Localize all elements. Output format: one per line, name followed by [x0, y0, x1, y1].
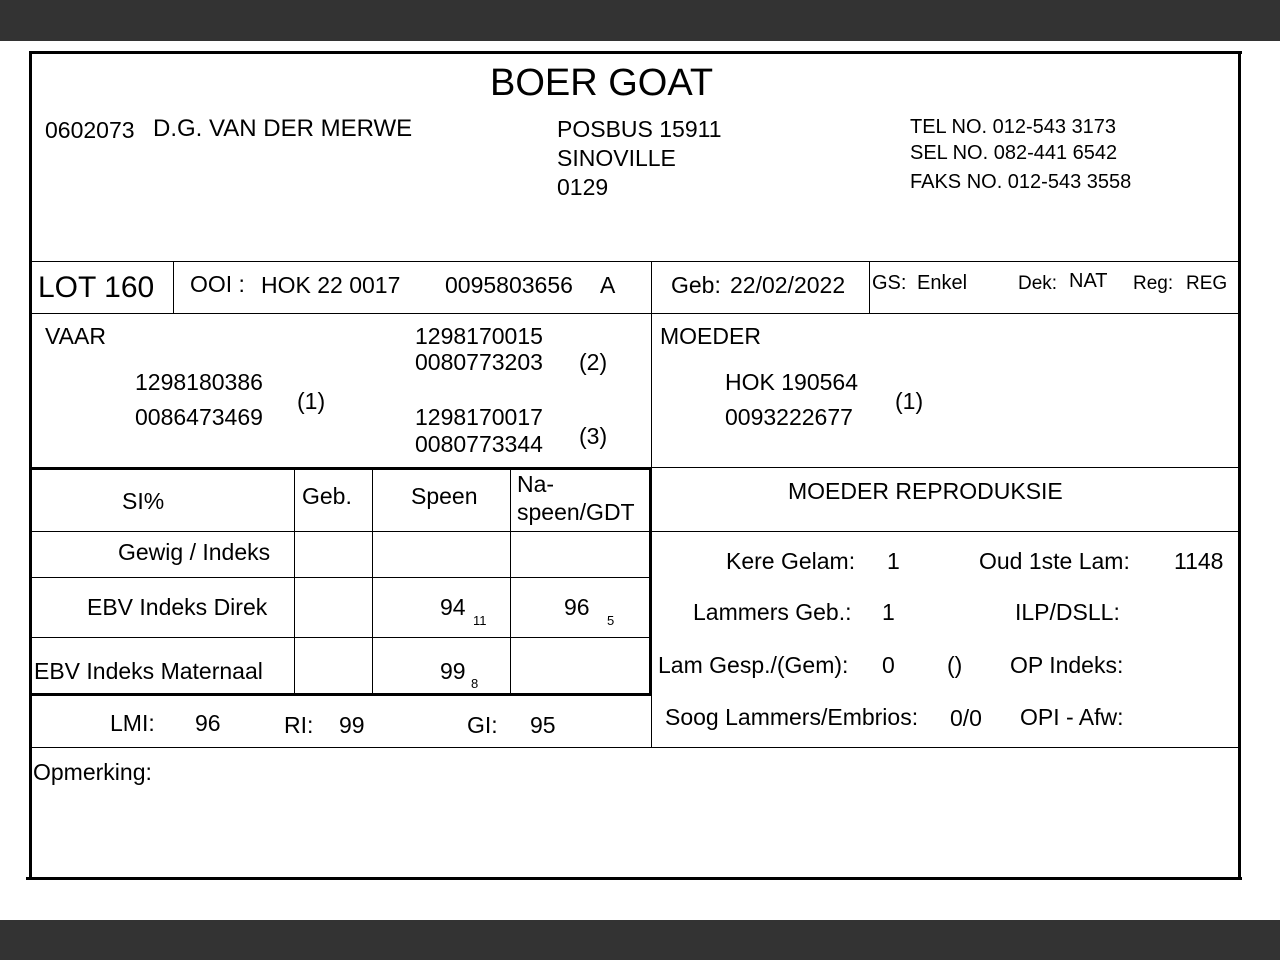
row-gewig-indeks-label: Gewig / Indeks [118, 539, 271, 565]
moeder-label: MOEDER [660, 323, 761, 349]
owner-sel: SEL NO. 082-441 6542 [910, 142, 1118, 164]
lam-gesp-value: 0 [882, 652, 895, 678]
vaar-marker: (1) [297, 388, 326, 414]
geb-value: 22/02/2022 [730, 272, 846, 298]
ooi-grade: A [600, 272, 616, 298]
ooi-value: HOK 22 0017 [261, 272, 401, 298]
ooi-id-number: 0095803656 [445, 272, 573, 298]
soog-lammers-label: Soog Lammers/Embrios: [665, 704, 919, 730]
speen-header: Speen [411, 483, 478, 509]
vaar-dam-id-1: 1298170017 [415, 404, 543, 430]
row-ebv-maternaal-label: EBV Indeks Maternaal [34, 658, 263, 684]
reg-value: REG [1186, 273, 1228, 294]
opmerking-label: Opmerking: [33, 759, 152, 785]
bottom-bar [0, 920, 1280, 960]
oud-1ste-lam-value: 1148 [1174, 548, 1224, 574]
lmi-label: LMI: [110, 710, 155, 736]
gi-value: 95 [530, 712, 556, 738]
vaar-dam-marker: (3) [579, 423, 608, 449]
gs-value: Enkel [917, 272, 968, 294]
ri-value: 99 [339, 712, 365, 738]
naspeen-header-line-1: Na- [517, 471, 555, 497]
vaar-label: VAAR [45, 323, 106, 349]
soog-lammers-value: 0/0 [950, 705, 982, 731]
op-indeks-label: OP Indeks: [1010, 652, 1124, 678]
oud-1ste-lam-label: Oud 1ste Lam: [979, 548, 1130, 574]
lmi-value: 96 [195, 710, 221, 736]
opi-afw-label: OPI - Afw: [1020, 704, 1124, 730]
owner-faks: FAKS NO. 012-543 3558 [910, 171, 1132, 193]
naspeen-header-line-2: speen/GDT [517, 499, 635, 525]
owner-code: 0602073 [45, 117, 135, 143]
card-title: BOER GOAT [490, 62, 714, 104]
ebv-maternaal-speen-accuracy: 8 [471, 676, 479, 691]
vaar-sire-id-2: 0080773203 [415, 349, 543, 375]
gs-label: GS: [872, 272, 907, 294]
lot-number: LOT 160 [38, 271, 155, 304]
vaar-id-2: 0086473469 [135, 404, 263, 430]
kere-gelam-value: 1 [887, 548, 900, 574]
ooi-label: OOI : [190, 271, 245, 297]
owner-name: D.G. VAN DER MERWE [153, 115, 413, 142]
geb-label: Geb: [671, 272, 721, 298]
si-header: SI% [122, 488, 165, 514]
vaar-id-1: 1298180386 [135, 369, 263, 395]
dek-label: Dek: [1018, 273, 1058, 294]
ebv-direk-speen-value: 94 [440, 594, 466, 620]
owner-address-line-1: POSBUS 15911 [557, 116, 722, 142]
lammers-geb-label: Lammers Geb.: [693, 599, 852, 625]
vaar-dam-id-2: 0080773344 [415, 431, 543, 457]
ilp-dsll-label: ILP/DSLL: [1015, 599, 1120, 625]
owner-tel: TEL NO. 012-543 3173 [910, 116, 1117, 138]
moeder-id-1: HOK 190564 [725, 369, 858, 395]
ebv-direk-naspeen-accuracy: 5 [607, 613, 615, 628]
ebv-maternaal-speen-value: 99 [440, 658, 466, 684]
moeder-marker: (1) [895, 388, 924, 414]
vaar-sire-id-1: 1298170015 [415, 323, 543, 349]
top-bar [0, 0, 1280, 41]
row-ebv-direk-label: EBV Indeks Direk [87, 594, 268, 620]
lam-gesp-label: Lam Gesp./(Gem): [658, 652, 849, 678]
vaar-sire-marker: (2) [579, 349, 608, 375]
geb-header: Geb. [302, 483, 352, 509]
kere-gelam-label: Kere Gelam: [726, 548, 856, 574]
reproduksie-title: MOEDER REPRODUKSIE [788, 478, 1063, 504]
ri-label: RI: [284, 712, 314, 738]
lam-gem-value: () [947, 652, 963, 678]
gi-label: GI: [467, 712, 498, 738]
owner-address-line-3: 0129 [557, 174, 609, 200]
ebv-direk-speen-accuracy: 11 [473, 613, 487, 628]
lammers-geb-value: 1 [882, 599, 895, 625]
owner-address-line-2: SINOVILLE [557, 145, 676, 171]
ebv-direk-naspeen-value: 96 [564, 594, 590, 620]
reg-label: Reg: [1133, 273, 1174, 294]
dek-value: NAT [1069, 270, 1108, 292]
moeder-id-2: 0093222677 [725, 404, 853, 430]
